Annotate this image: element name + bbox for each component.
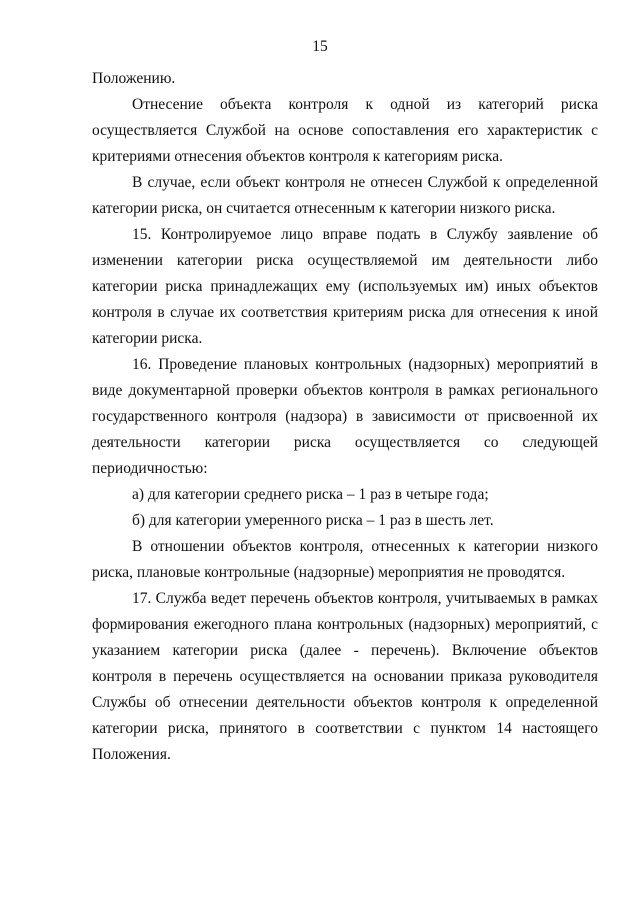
list-item-a: а) для категории среднего риска – 1 раз в четыре года; [132, 486, 489, 503]
paragraph-risk-assignment: Отнесение объекта контроля к одной из категорий риска осуществляется Службой на основе сопоставления его характеристик с критериями отнесения объектов контроля к категориям риска. [92, 96, 598, 165]
document-body [92, 66, 598, 768]
paragraph-item-17: 17. Служба ведет перечень объектов контроля, учитываемых в рамках формирования ежегодного плана контрольных (надзорных) мероприятий, с указанием категории риска (далее - перечень). Включение объектов контроля в перечень осуществляется на основании приказа руководителя Службы об отнесении деятельности объектов контроля к определенной категории риска, принятого в соответствии с пунктом 14 настоящего Положения. [92, 590, 598, 763]
paragraph-low-risk-default: В случае, если объект контроля не отнесен Службой к определенной категории риска, он считается отнесенным к категории низкого риска. [92, 174, 598, 217]
paragraph-item-16: 16. Проведение плановых контрольных (надзорных) мероприятий в виде документарной проверки объектов контроля в рамках регионального государственного контроля (надзора) в зависимости от присвоенной их деятельности категории риска осуществляется со следующей периодичностью: [92, 356, 598, 477]
paragraph-continuation: Положению. [92, 70, 176, 87]
list-item-b: б) для категории умеренного риска – 1 раз в шесть лет. [132, 512, 494, 529]
page-number: 15 [312, 38, 328, 55]
paragraph-item-15: 15. Контролируемое лицо вправе подать в Службу заявление об изменении категории риска осуществляемой им деятельности либо категории риска принадлежащих ему (используемых им) иных объектов контроля в случае их соответствия критериям риска для отнесения к иной категории риска. [92, 226, 598, 347]
paragraph-low-risk-no-inspections: В отношении объектов контроля, отнесенных к категории низкого риска, плановые контрольные (надзорные) мероприятия не проводятся. [92, 538, 598, 581]
